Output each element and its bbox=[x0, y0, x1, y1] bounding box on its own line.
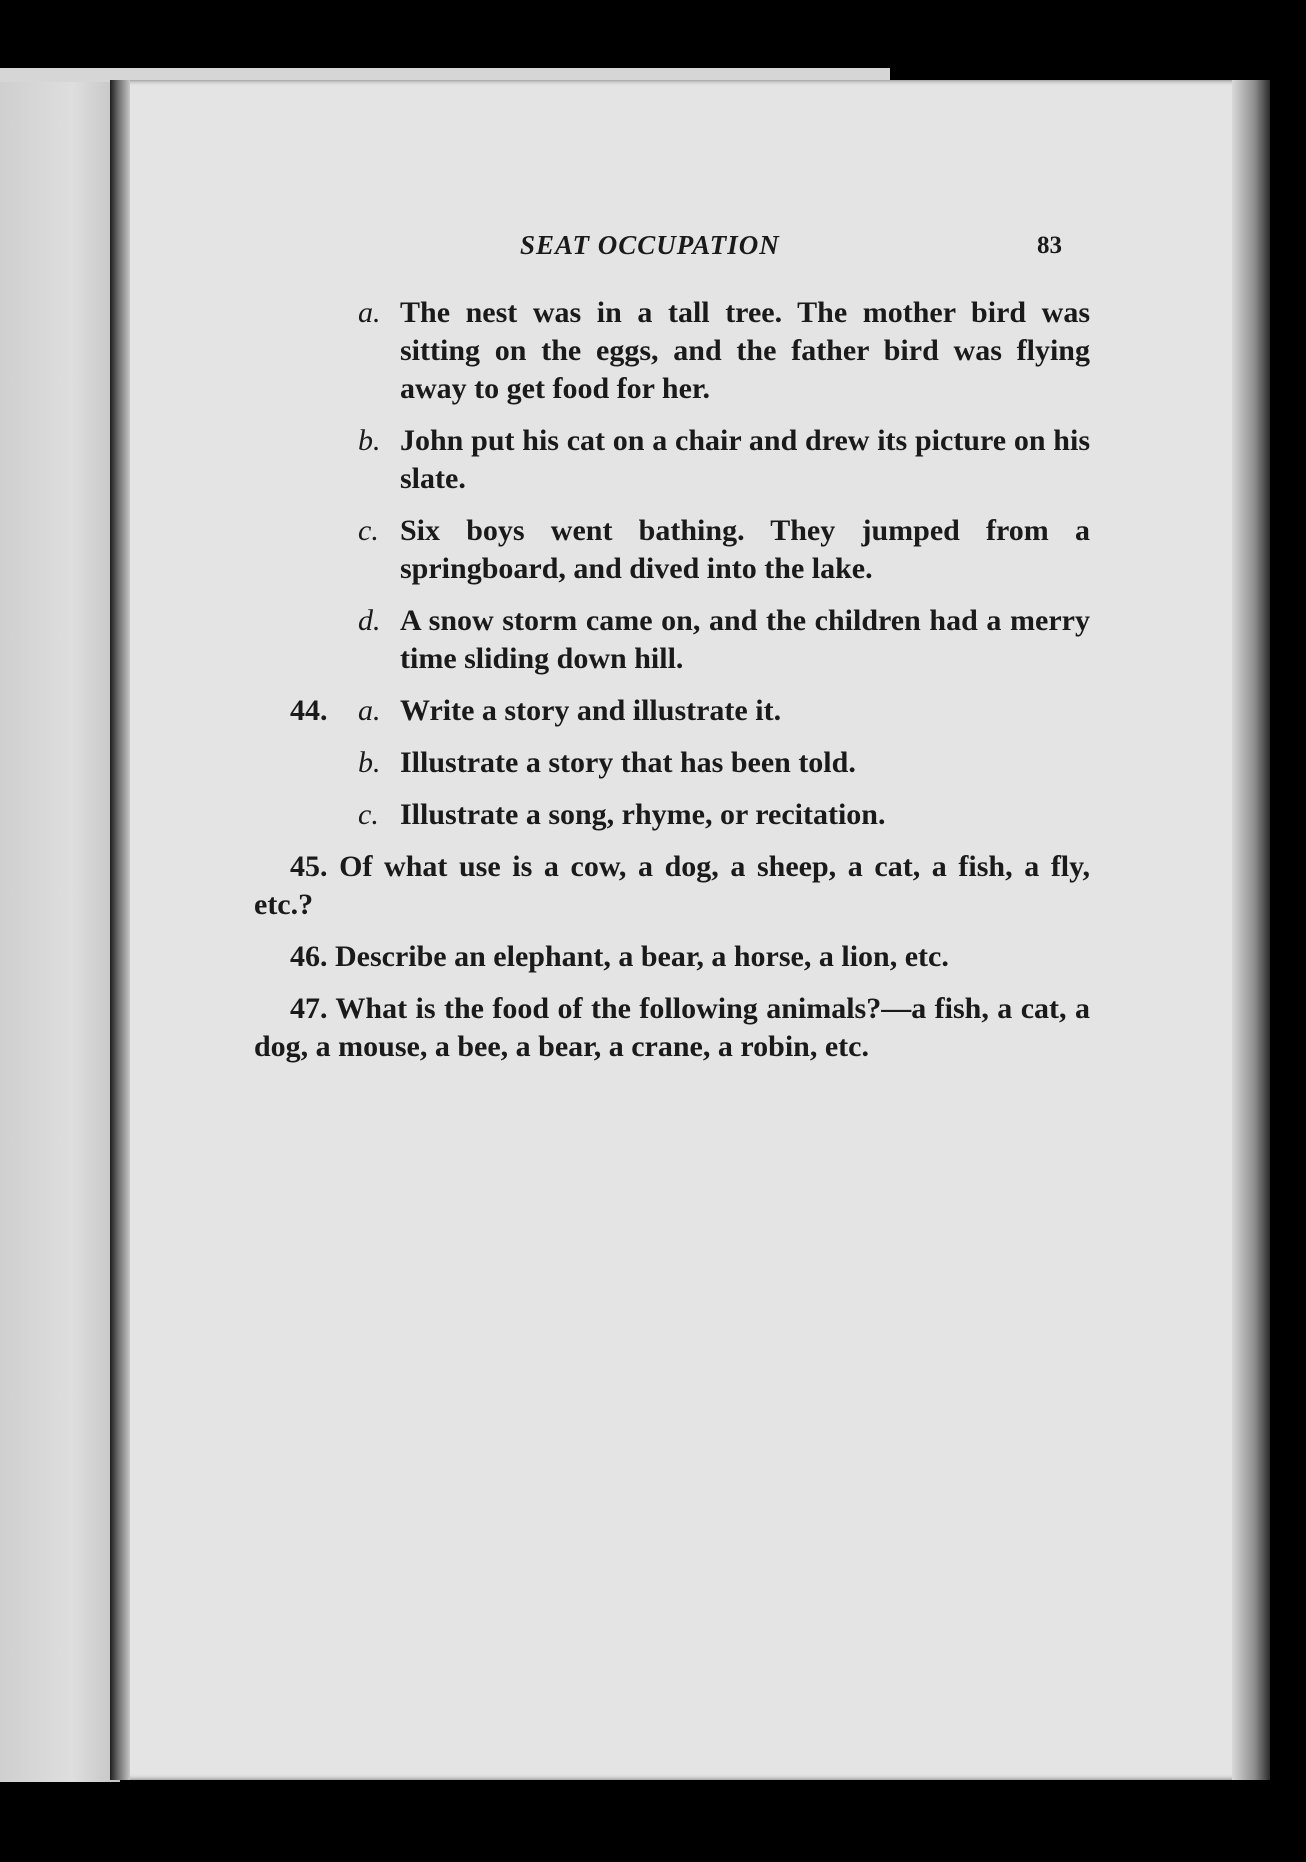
list-item bbox=[254, 744, 1090, 782]
item-letter: d. bbox=[358, 604, 381, 637]
page-header bbox=[110, 226, 1270, 266]
item-text: John put his cat on a chair and drew its picture on his slate. bbox=[400, 424, 1090, 495]
item-text: Write a story and illustrate it. bbox=[400, 694, 782, 727]
item-letter: c. bbox=[358, 798, 379, 831]
item-letter: a. bbox=[358, 296, 381, 329]
item-letter: b. bbox=[358, 746, 381, 779]
item-text: Illustrate a story that has been told. bbox=[400, 746, 856, 779]
page-body bbox=[254, 294, 1090, 1080]
list-item bbox=[254, 602, 1090, 678]
facing-page-edge bbox=[0, 70, 120, 1782]
list-item bbox=[254, 422, 1090, 498]
page-right-edge bbox=[1232, 80, 1270, 1780]
question-45: 45. Of what use is a cow, a dog, a sheep, a cat, a fish, a fly, etc.? bbox=[254, 850, 1090, 921]
item-letter: c. bbox=[358, 514, 379, 547]
item-text: Illustrate a song, rhyme, or recitation. bbox=[400, 798, 886, 831]
item-letter: a. bbox=[358, 694, 381, 727]
question-47: 47. What is the food of the following animals?—a fish, a cat, a dog, a mouse, a bee, a bear, a crane, a robin, etc. bbox=[254, 992, 1090, 1063]
binding-gutter bbox=[110, 80, 130, 1780]
question-44 bbox=[254, 692, 1090, 730]
list-item bbox=[254, 796, 1090, 834]
item-text: The nest was in a tall tree. The mother bird was sitting on the eggs, and the father bird was flying away to get food for her. bbox=[400, 296, 1090, 405]
item-text: Six boys went bathing. They jumped from a springboard, and dived into the lake. bbox=[400, 514, 1090, 585]
question-number: 44. bbox=[290, 694, 328, 727]
list-item bbox=[254, 294, 1090, 408]
item-letter: b. bbox=[358, 424, 381, 457]
item-text: A snow storm came on, and the children had a merry time sliding down hill. bbox=[400, 604, 1090, 675]
page-number: 83 bbox=[1037, 232, 1062, 259]
running-title: SEAT OCCUPATION bbox=[520, 230, 780, 260]
question-46: 46. Describe an elephant, a bear, a horse, a lion, etc. bbox=[290, 940, 949, 973]
list-item bbox=[254, 512, 1090, 588]
